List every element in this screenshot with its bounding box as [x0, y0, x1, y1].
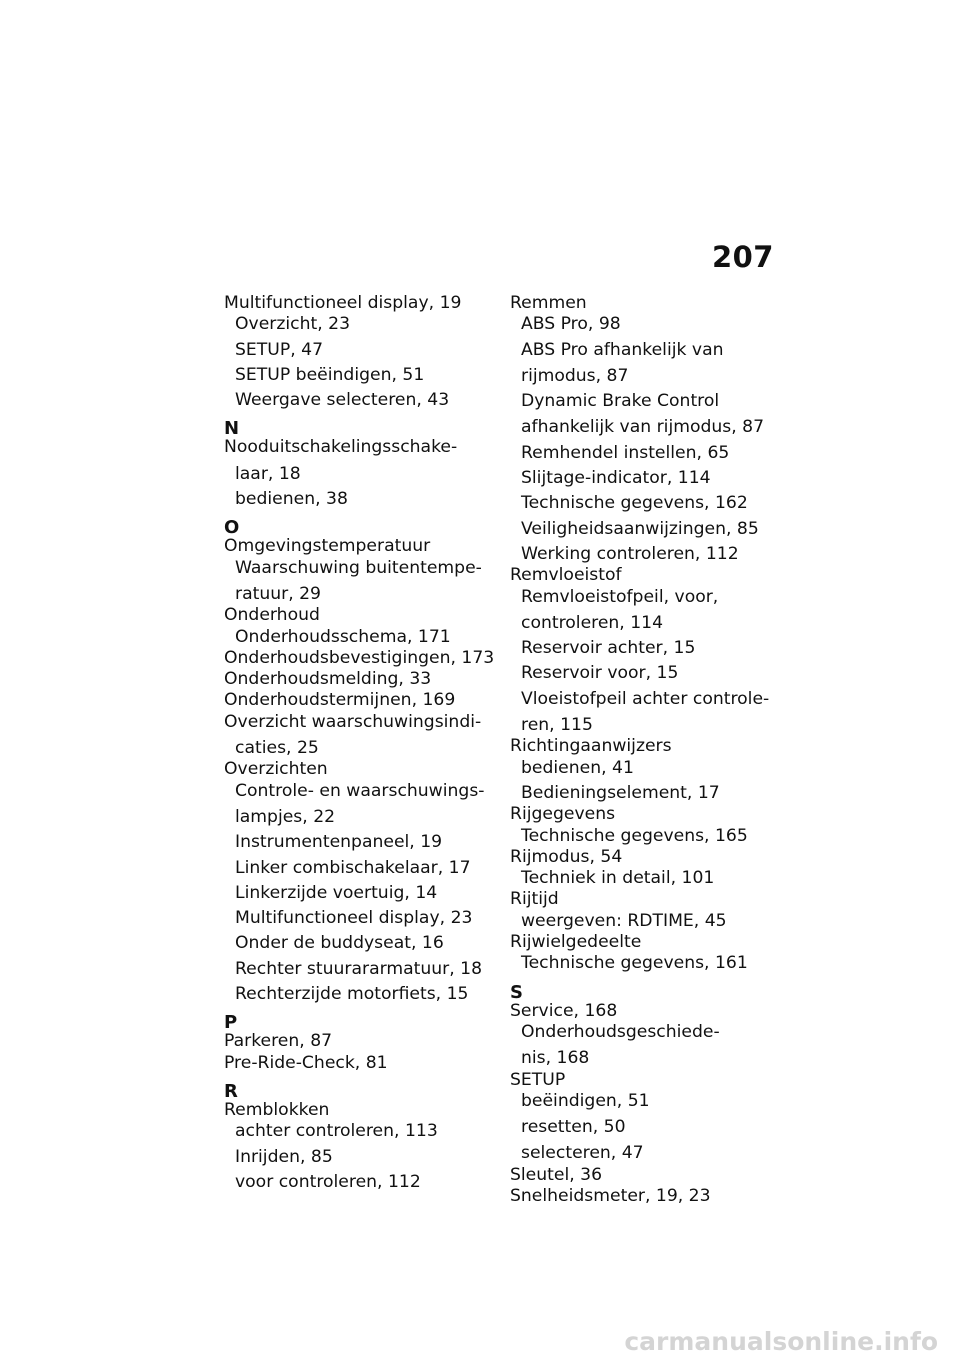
index-subentry: Onderhoudsgeschiede-: [521, 1021, 720, 1042]
index-entry: Richtingaanwijzers: [510, 736, 672, 757]
index-entry-continuation: rijmodus, 87: [521, 365, 629, 386]
index-letter-heading: N: [224, 418, 240, 440]
index-entry: Remblokken: [224, 1099, 330, 1120]
index-subentry: Remvloeistofpeil, voor,: [521, 586, 719, 607]
index-subentry: Multifunctioneel display, 23: [235, 908, 473, 929]
index-letter-heading: O: [224, 517, 240, 539]
index-subentry: ABS Pro afhankelijk van: [521, 339, 724, 360]
index-subentry: Vloeistofpeil achter controle-: [521, 688, 770, 709]
index-entry-continuation: ren, 115: [521, 715, 593, 736]
watermark: carmanualsonline.info: [624, 1327, 938, 1356]
index-subentry: Onder de buddyseat, 16: [235, 933, 444, 954]
index-subentry: SETUP, 47: [235, 339, 324, 360]
index-subentry: Reservoir achter, 15: [521, 638, 696, 659]
index-entry: Onderhoudstermijnen, 169: [224, 690, 456, 711]
index-letter-heading: S: [510, 981, 523, 1003]
index-subentry: Waarschuwing buitentempe-: [235, 557, 482, 578]
index-entry: Rijtijd: [510, 889, 559, 910]
index-entry-continuation: resetten, 50: [521, 1117, 626, 1138]
index-entry-continuation: lampjes, 22: [235, 806, 336, 827]
index-subentry: Technische gegevens, 162: [521, 493, 748, 514]
index-subentry: Bedieningselement, 17: [521, 782, 720, 803]
index-subentry: Overzicht, 23: [235, 314, 351, 335]
index-entry: Parkeren, 87: [224, 1031, 333, 1052]
index-entry: Nooduitschakelingsschake-: [224, 437, 458, 458]
index-entry: Remmen: [510, 293, 587, 313]
index-subentry: Instrumentenpaneel, 19: [235, 832, 443, 853]
index-subentry: achter controleren, 113: [235, 1121, 438, 1142]
index-entry: Multifunctioneel display, 19: [224, 293, 462, 313]
index-entry: Snelheidsmeter, 19, 23: [510, 1185, 711, 1206]
index-subentry: Technische gegevens, 161: [521, 953, 748, 974]
index-subentry: Techniek in detail, 101: [521, 868, 715, 889]
index-subentry: bedienen, 38: [235, 489, 348, 510]
index-subentry: beëindigen, 51: [521, 1090, 650, 1111]
index-entry: Pre-Ride-Check, 81: [224, 1052, 388, 1073]
index-entry: Sleutel, 36: [510, 1164, 603, 1185]
index-subentry: Veiligheidsaanwijzingen, 85: [521, 518, 759, 539]
index-entry: Rijmodus, 54: [510, 846, 623, 867]
index-subentry: Onderhoudsschema, 171: [235, 626, 451, 647]
index-entry: SETUP: [510, 1069, 566, 1090]
index-entry: Rijgegevens: [510, 804, 616, 825]
index-entry-continuation: selecteren, 47: [521, 1143, 644, 1164]
index-subentry: SETUP beëindigen, 51: [235, 364, 425, 385]
index-subentry: Slijtage-indicator, 114: [521, 468, 711, 489]
index-subentry: Controle- en waarschuwings-: [235, 780, 485, 801]
index-entry-continuation: nis, 168: [521, 1048, 590, 1069]
index-subentry: ABS Pro, 98: [521, 314, 621, 335]
index-subentry: Dynamic Brake Control: [521, 391, 720, 412]
index-column-right: [510, 293, 785, 1207]
index-entry: Onderhoudsbevestigingen, 173: [224, 647, 495, 668]
index-subentry: Reservoir voor, 15: [521, 663, 679, 684]
index-subentry: Remhendel instellen, 65: [521, 442, 730, 463]
index-letter-heading: R: [224, 1080, 238, 1102]
index-subentry: Werking controleren, 112: [521, 543, 739, 564]
index-subentry: voor controleren, 112: [235, 1171, 421, 1192]
index-entry-continuation: controleren, 114: [521, 612, 664, 633]
index-entry: Omgevingstemperatuur: [224, 536, 431, 557]
index-entry-continuation: laar, 18: [235, 463, 301, 484]
index-entry: Remvloeistof: [510, 565, 622, 586]
index-subentry: Inrijden, 85: [235, 1146, 333, 1167]
index-subentry: Linkerzijde voertuig, 14: [235, 882, 438, 903]
index-entry-continuation: ratuur, 29: [235, 583, 321, 604]
index-entry: Overzichten: [224, 759, 328, 780]
index-subentry: bedienen, 41: [521, 757, 634, 778]
index-entry: Onderhoudsmelding, 33: [224, 669, 432, 690]
index-column-left: [224, 293, 499, 1193]
page-number: 207: [711, 240, 774, 274]
index-subentry: weergeven: RDTIME, 45: [521, 910, 727, 931]
index-entry: Overzicht waarschuwingsindi-: [224, 711, 482, 732]
index-subentry: Linker combischakelaar, 17: [235, 857, 471, 878]
index-subentry: Rechterzijde motorfiets, 15: [235, 984, 469, 1005]
index-letter-heading: P: [224, 1012, 238, 1034]
index-subentry: Rechter stuurararmatuur, 18: [235, 958, 483, 979]
index-entry: Rijwielgedeelte: [510, 932, 642, 953]
index-subentry: Technische gegevens, 165: [521, 825, 748, 846]
index-entry: Service, 168: [510, 1000, 618, 1021]
index-entry-continuation: afhankelijk van rijmodus, 87: [521, 417, 765, 438]
index-entry-continuation: caties, 25: [235, 738, 319, 759]
index-entry: Onderhoud: [224, 605, 320, 626]
index-subentry: Weergave selecteren, 43: [235, 390, 450, 411]
